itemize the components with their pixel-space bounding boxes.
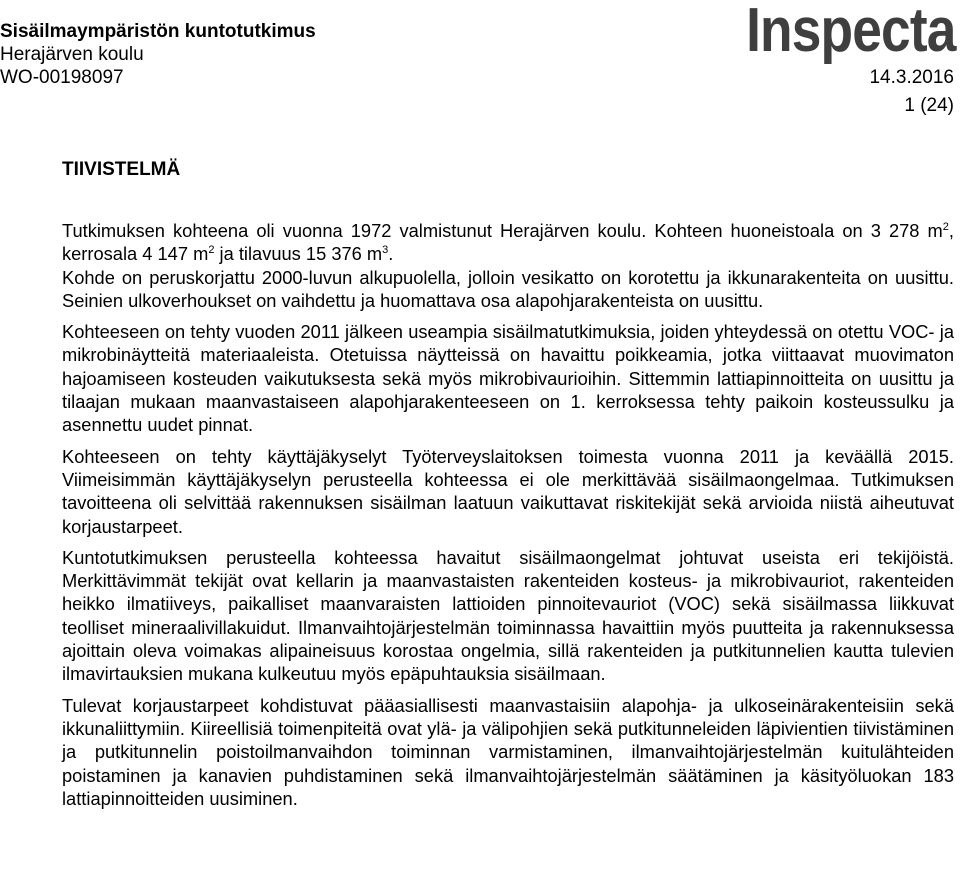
paragraph-renovation: Kohde on peruskorjattu 2000-luvun alkupuolella, jolloin vesikatto on korotettu ja ikkunarakenteita on uusittu. Seinien ulkoverhoukset on vaihdettu ja huomattava osa alapohjarakenteista on uusittu.	[62, 266, 954, 311]
superscript-area: 2	[208, 244, 215, 257]
work-order-number: WO-00198097	[0, 67, 124, 88]
intro-text-3: ja tilavuus 15 376 m	[214, 243, 383, 265]
intro-text-2: , kerrosala 4 147 m	[62, 220, 954, 265]
superscript-area: 2	[942, 221, 949, 233]
superscript-volume: 3	[382, 244, 389, 257]
inspecta-logo: Inspecta	[746, 0, 956, 65]
document-body	[62, 219, 954, 818]
intro-paragraph	[62, 219, 954, 266]
intro-text-1: Tutkimuksen kohteena oli vuonna 1972 valmistunut Herajärven koulu. Kohteen huoneistoala on 3 278 m	[62, 220, 943, 241]
document-header	[0, 20, 316, 89]
paragraph-findings: Kuntotutkimuksen perusteella kohteessa havaitut sisäilmaongelmat johtuvat useista eri tekijöistä. Merkittävimmät tekijät ovat kellarin ja maanvastaisten rakenteiden kosteus- ja mikrobivauriot, rakenteiden heikko ilmatiiveys, paikalliset maanvaraisten lattioiden pinnoitevauriot (VOC) sekä sisäilmassa liikkuvat teolliset mineraalivillakuidut. Ilmanvaihtojärjestelmän toiminnassa havaittiin myös puutteita ja rakennuksessa ajoittain oleva voimakas alipaineisuus korostaa ongelmia, sillä rakenteiden ja putkitunnelien kautta tulevien ilmavirtauksien mukana kulkeutuu myös epäpuhtauksia sisäilmaan.	[62, 546, 954, 685]
document-date: 14.3.2016	[869, 67, 954, 88]
paragraph-previous-studies: Kohteeseen on tehty vuoden 2011 jälkeen useampia sisäilmatutkimuksia, joiden yhteydessä on otettu VOC- ja mikrobinäytteitä materiaaleista. Otetuissa näytteissä on havaittu poikkeamia, jotka viittaavat muovimaton hajoamiseen kosteuden vaikutuksesta sekä myös mikrobivaurioihin. Sittemmin lattiapinnoitteita on uusittu ja tilaajan mukaan maanvastaiseen alapohjarakenteeseen on 1. kerroksessa tehty paikoin kosteussulku ja asennettu uudet pinnat.	[62, 321, 954, 436]
site-name: Herajärven koulu	[0, 44, 144, 65]
page-number: 1 (24)	[904, 95, 954, 116]
document-title: Sisäilmaympäristön kuntotutkimus	[0, 21, 316, 42]
intro-text-4: .	[388, 243, 394, 265]
paragraph-repair-needs: Tulevat korjaustarpeet kohdistuvat pääasiallisesti maanvastaisiin alapohja- ja ulkoseinärakenteisiin sekä ikkunaliittymiin. Kiireellisiä toimenpiteitä ovat ylä- ja välipohjien sekä putkitunneleiden läpivientien tiivistäminen ja putkitunnelin poistoilmanvaihdon toiminnan varmistaminen, ilmanvaihtojärjestelmän kuitulähteiden poistaminen ja kanavien puhdistaminen sekä ilmanvaihtojärjestelmän säätäminen ja käsityöluokan 183 lattiapinnoitteiden uusiminen.	[62, 694, 954, 809]
section-heading: TIIVISTELMÄ	[62, 159, 181, 180]
paragraph-user-surveys: Kohteeseen on tehty käyttäjäkyselyt Työterveyslaitoksen toimesta vuonna 2011 ja keväällä 2015. Viimeisimmän käyttäjäkyselyn perusteella kohteessa ei ole merkittävää sisäilmaongelmaa. Tutkimuksen tavoitteena oli selvittää rakennuksen sisäilman laatuun vaikuttavat riskitekijät sekä arvioida niistä aiheutuvat korjaustarpeet.	[62, 445, 954, 537]
